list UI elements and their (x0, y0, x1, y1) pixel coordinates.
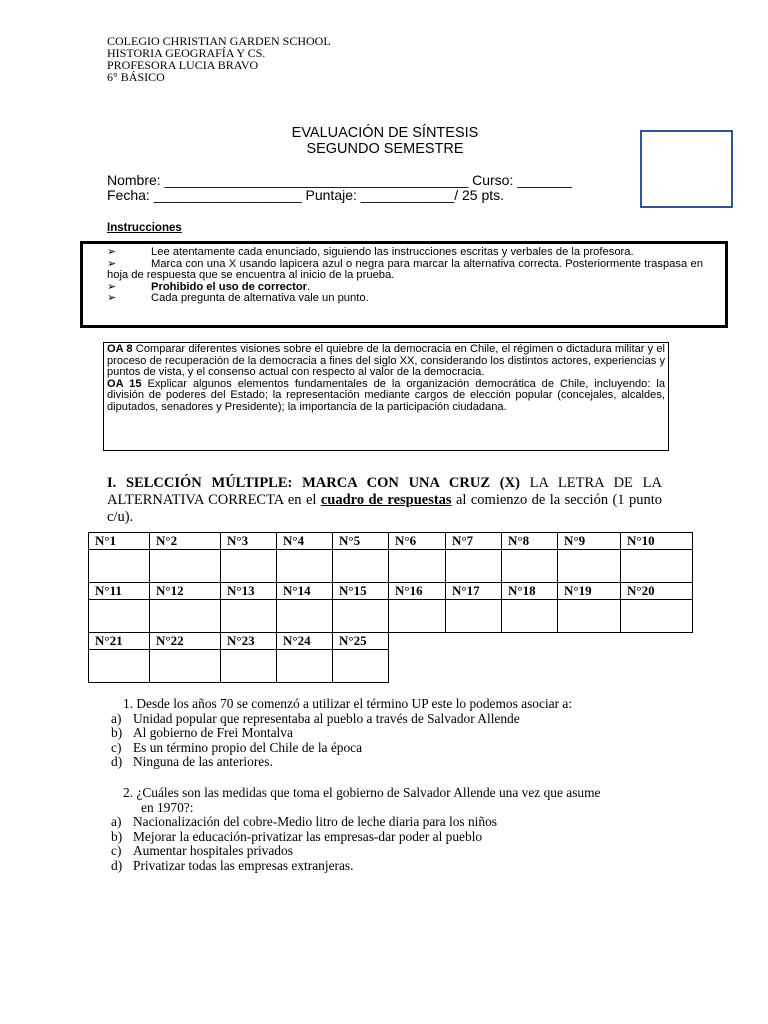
instruction-item: ➢ Cada pregunta de alternativa vale un punto. (107, 292, 369, 305)
teacher-name: PROFESORA LUCIA BRAVO (107, 58, 259, 72)
answer-number-label: N°17 (446, 583, 502, 600)
answer-cell[interactable] (277, 650, 333, 683)
answer-cell[interactable] (277, 550, 333, 583)
exam-title: EVALUACIÓN DE SÍNTESIS (291, 125, 479, 141)
answer-number-label: N°18 (502, 583, 558, 600)
answer-cell[interactable] (89, 550, 150, 583)
answer-cell[interactable] (277, 600, 333, 633)
answer-cell[interactable] (333, 600, 389, 633)
answer-number-label: N°15 (333, 583, 389, 600)
answer-number-label: N°14 (277, 583, 333, 600)
answer-cell[interactable] (446, 600, 502, 633)
option-d[interactable]: d) Privatizar todas las empresas extranjeras. (111, 857, 354, 873)
answer-number-label: N°23 (221, 633, 277, 650)
objective-oa15: OA 15 Explicar algunos elementos fundamentales de la organización democrática de Chile, incluyendo: la división de poderes del Estado; la representación mediante cargos de elección popular (concejales, alcaldes, diputados, senadores y Presidente); la importancia de la participación ciudadana. (107, 377, 666, 413)
answer-number-label: N°4 (277, 533, 333, 550)
answer-cell[interactable] (333, 550, 389, 583)
empty-cell (558, 650, 621, 683)
answer-number-label: N°19 (558, 583, 621, 600)
answer-number-label: N°12 (150, 583, 221, 600)
answer-cell[interactable] (89, 600, 150, 633)
empty-cell (446, 650, 502, 683)
empty-cell (558, 633, 621, 650)
question-text-continued: en 1970?: (141, 799, 194, 815)
school-name: COLEGIO CHRISTIAN GARDEN SCHOOL (107, 34, 331, 48)
answer-number-label: N°25 (333, 633, 389, 650)
section-title: I. SELCCIÓN MÚLTIPLE: MARCA CON UNA CRUZ (X) LA LETRA DE LA ALTERNATIVA CORRECTA en el cuadro de respuestas al comienzo de la sección (1 punto c/u). (107, 475, 662, 525)
answer-number-label: N°16 (389, 583, 446, 600)
answer-number-label: N°10 (621, 533, 693, 550)
option-b[interactable]: b) Mejorar la educación-privatizar las empresas-dar poder al pueblo (111, 828, 483, 844)
answer-number-label: N°2 (150, 533, 221, 550)
question-2 (107, 786, 667, 873)
answer-number-label: N°3 (221, 533, 277, 550)
arrow-bullet-icon: ➢ (107, 246, 117, 258)
question-text: 1. Desde los años 70 se comenzó a utilizar el término UP este lo podemos asociar a: (123, 696, 573, 711)
empty-cell (502, 650, 558, 683)
answer-number-label: N°9 (558, 533, 621, 550)
answer-cell[interactable] (89, 650, 150, 683)
instruction-item: ➢ Lee atentamente cada enunciado, siguiendo las instrucciones escritas y verbales de la profesora. (107, 246, 634, 258)
exam-subtitle: SEGUNDO SEMESTRE (306, 141, 464, 157)
answer-cell[interactable] (502, 600, 558, 633)
answer-cell[interactable] (558, 550, 621, 583)
answer-number-label: N°13 (221, 583, 277, 600)
answer-cell[interactable] (446, 550, 502, 583)
answer-cell[interactable] (221, 650, 277, 683)
answer-cell[interactable] (389, 600, 446, 633)
school-header (107, 35, 331, 83)
option-b[interactable]: b) Al gobierno de Frei Montalva (111, 725, 293, 740)
answer-number-label: N°1 (89, 533, 150, 550)
answer-cell[interactable] (150, 600, 221, 633)
empty-cell (621, 650, 693, 683)
answer-number-label: N°24 (277, 633, 333, 650)
option-a[interactable]: a) Nacionalización del cobre-Medio litro de leche diaria para los niños (111, 814, 498, 829)
empty-cell (389, 633, 446, 650)
empty-cell (389, 650, 446, 683)
answer-number-label: N°7 (446, 533, 502, 550)
instructions-heading: Instrucciones (107, 222, 182, 234)
answer-cell[interactable] (150, 650, 221, 683)
question-text: 2. ¿Cuáles son las medidas que toma el gobierno de Salvador Allende una vez que asume (123, 785, 601, 800)
answer-number-label: N°6 (389, 533, 446, 550)
instruction-item: ➢ Prohibido el uso de corrector. (107, 280, 311, 293)
answer-number-label: N°11 (89, 583, 150, 600)
answer-number-label: N°22 (150, 633, 221, 650)
objectives-box (103, 342, 669, 451)
answer-cell[interactable] (621, 600, 693, 633)
subject-name: HISTORIA GEOGRAFÍA Y CS. (107, 46, 266, 60)
answer-cell[interactable] (221, 600, 277, 633)
grade-level: 6° BÁSICO (107, 70, 165, 84)
answer-grid (88, 532, 693, 683)
answer-cell[interactable] (621, 550, 693, 583)
empty-cell (621, 633, 693, 650)
answer-cell[interactable] (150, 550, 221, 583)
option-c[interactable]: c) Es un término propio del Chile de la época (111, 739, 363, 755)
arrow-bullet-icon: ➢ (107, 257, 117, 270)
answer-number-label: N°21 (89, 633, 150, 650)
name-course-line[interactable]: Nombre: _______________________________________ Curso: _______ (107, 172, 572, 188)
score-box (640, 130, 733, 208)
option-a[interactable]: a) Unidad popular que representaba al pueblo a través de Salvador Allende (111, 710, 520, 726)
date-score-line[interactable]: Fecha: ___________________ Puntaje: ____________/ 25 pts. (107, 187, 505, 203)
answer-cell[interactable] (333, 650, 389, 683)
answer-cell[interactable] (558, 600, 621, 633)
arrow-bullet-icon: ➢ (107, 280, 117, 293)
option-d[interactable]: d) Ninguna de las anteriores. (111, 754, 273, 769)
answer-cell[interactable] (389, 550, 446, 583)
empty-cell (502, 633, 558, 650)
instruction-item: ➢ Marca con una X usando lapicera azul o negra para marcar la alternativa correcta. Posteriormente traspasa en hoja de respuesta que se encuentra al inicio de la prueba. (107, 257, 703, 282)
answer-number-label: N°20 (621, 583, 693, 600)
answer-number-label: N°5 (333, 533, 389, 550)
answer-cell[interactable] (221, 550, 277, 583)
instructions-box (80, 241, 728, 328)
option-c[interactable]: c) Aumentar hospitales privados (111, 843, 293, 858)
answer-cell[interactable] (502, 550, 558, 583)
answer-number-label: N°8 (502, 533, 558, 550)
question-1 (107, 697, 667, 770)
empty-cell (446, 633, 502, 650)
objective-oa8: OA 8 Comparar diferentes visiones sobre el quiebre de la democracia en Chile, el régimen o dictadura militar y el proceso de recuperación de la democracia a fines del siglo XX, considerando los distintos actores, experiencias y puntos de vista, y el consenso actual con respecto al valor de la democracia. (107, 343, 666, 378)
arrow-bullet-icon: ➢ (107, 292, 117, 305)
